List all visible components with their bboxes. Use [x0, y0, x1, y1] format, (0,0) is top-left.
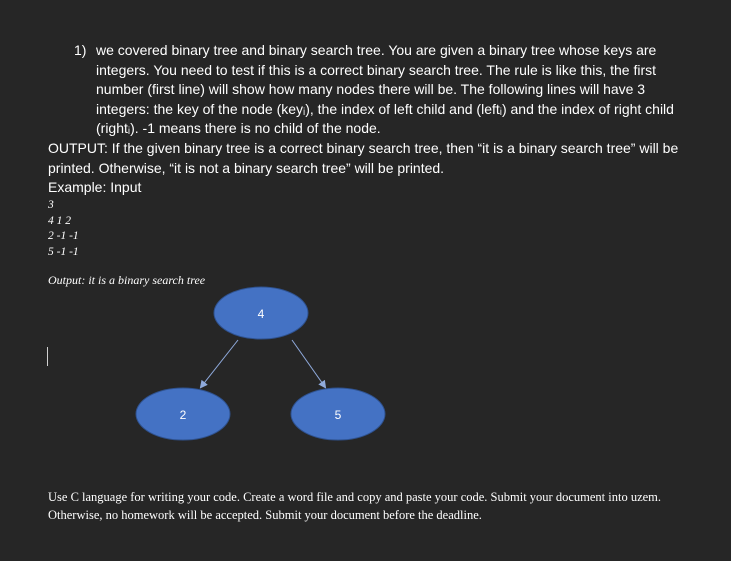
question-number: 1)	[74, 42, 87, 58]
tree-node-left-label: 2	[179, 408, 187, 422]
question-body: we covered binary tree and binary search tree. You are given a binary tree whose keys are integers. You need to test if this is a correct binary search tree. The rule is like this, the first number (first line) will show how many nodes there will be. The following lines will have 3 integers: the key of the node (keyᵢ), the index of left child and (leftᵢ) and the index of right child (rightᵢ). -1 means there is no child of the node.	[96, 42, 674, 136]
input-line: 2 -1 -1	[48, 230, 79, 242]
edge-left	[201, 340, 238, 387]
example-label: Example: Input	[48, 179, 142, 195]
tree-node-root-label: 4	[257, 307, 265, 321]
input-line: 5 -1 -1	[48, 245, 79, 258]
input-line: 4 1 2	[48, 214, 71, 227]
tree-node-right-label: 5	[334, 408, 342, 422]
example-output: Output: it is a binary search tree	[48, 273, 206, 287]
input-line: 3	[48, 199, 54, 211]
footer-instructions: Use C language for writing your code. Create a word file and copy and paste your code. Submit your document into uzem. Otherwise, no homework will be accepted. Submit your document before the deadline.	[48, 490, 662, 522]
edge-right	[292, 340, 325, 387]
output-description: OUTPUT: If the given binary tree is a correct binary search tree, then “it is a binary search tree” will be printed. Otherwise, “it is not a binary search tree” will be printed.	[48, 140, 679, 176]
